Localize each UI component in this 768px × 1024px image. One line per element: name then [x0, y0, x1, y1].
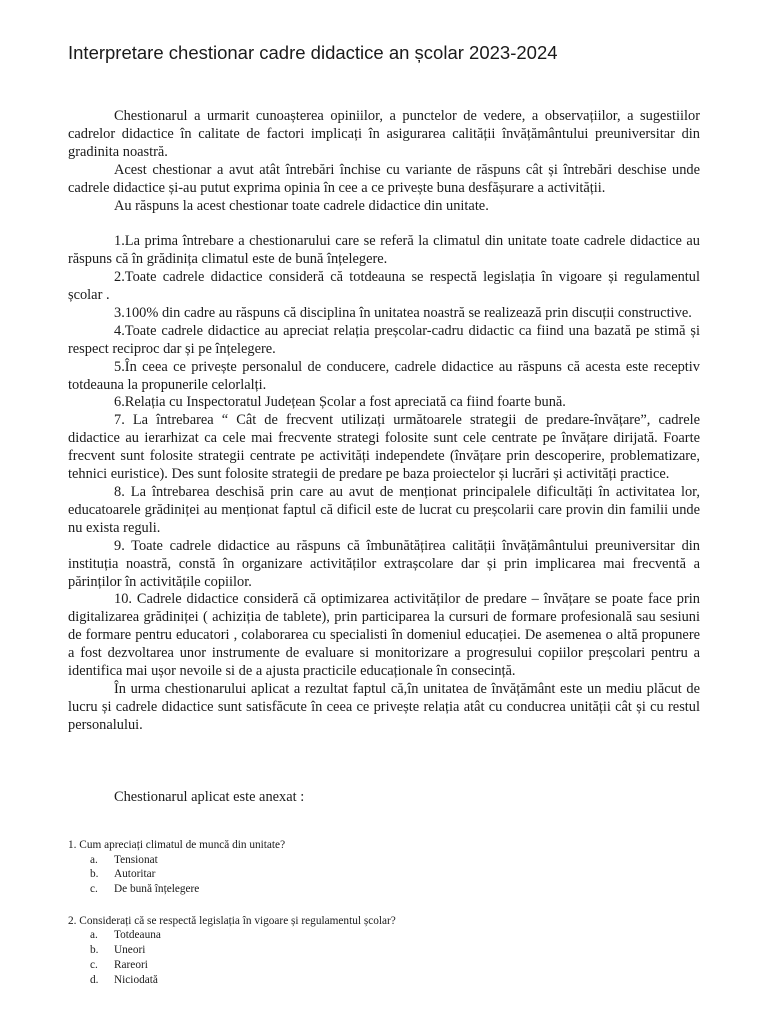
paragraph-respondents: Au răspuns la acest chestionar toate cadrele didactice din unitate.: [114, 197, 489, 214]
option-label: Totdeauna: [114, 929, 161, 942]
option-item: [68, 882, 708, 897]
question-2: [68, 914, 708, 988]
paragraph-finding-5: 5.În ceea ce privește personalul de conducere, cadrele didactice au răspuns că acesta este receptiv totdeauna la propunerile celorlalți.: [68, 358, 700, 393]
option-letter: c.: [90, 883, 98, 896]
option-label: Uneori: [114, 944, 146, 957]
option-label: Tensionat: [114, 853, 158, 866]
option-label: De bună înțelegere: [114, 883, 200, 896]
document-body: [68, 108, 700, 735]
paragraph-conclusion: În urma chestionarului aplicat a rezultat faptul că,în unitatea de învățământ este un mediu plăcut de lucru și cadrele didactice sunt satisfăcute în ceea ce privește relația atât cu conducrea unității cât și cu restul personalului.: [68, 680, 700, 733]
option-letter: d.: [90, 973, 99, 986]
paragraph-finding-6: 6.Relația cu Inspectoratul Județean Școlar a fost apreciată ca fiind foarte bună.: [114, 394, 566, 411]
option-item: [68, 973, 708, 988]
paragraph-finding-2: 2.Toate cadrele didactice consideră că totdeauna se respectă legislația în vigoare și regulamentul școlar .: [68, 269, 700, 304]
paragraph-finding-1: 1.La prima întrebare a chestionarului care se referă la climatul din unitate toate cadrele didactice au răspuns că în grădinița climatul este de bună înțelegere.: [68, 233, 700, 268]
paragraph-finding-9: 9. Toate cadrele didactice au răspuns că îmbunătățirea calității învățământului preuniversitar din instituția noastră, constă în organizare activităților extrașcolare dar și prin implicarea mai frecventă a părinților în activitățile copiilor.: [68, 537, 700, 590]
option-letter: c.: [90, 958, 98, 971]
options-list: [68, 853, 708, 897]
option-letter: b.: [90, 868, 99, 881]
question-text: 1. Cum apreciați climatul de muncă din unitate?: [68, 839, 286, 851]
paragraph-finding-7: 7. La întrebarea “ Cât de frecvent utilizați următoarele strategii de predare-învățare”, cadrele didactice au ierarhizat ca cele mai frecvente strategi folosite sunt cele centrate pe învățare dirijată. Foarte frecvent sunt folosite strategii centrate pe activități independete (învățare prin descoperire, problematizare, tehnici euristice). Des sunt folosite strategii de predare pe baza proiectelor și lucrări și activități practice.: [68, 412, 700, 483]
options-list: [68, 928, 708, 987]
question-text: 2. Considerați că se respectă legislația în vigoare și regulamentul școlar?: [68, 914, 396, 927]
option-item: [68, 958, 708, 973]
document-title: Interpretare chestionar cadre didactice an școlar 2023-2024: [68, 42, 558, 63]
questionnaire: [68, 838, 708, 1005]
option-letter: a.: [90, 853, 98, 866]
option-item: [68, 943, 708, 958]
option-item: [68, 928, 708, 943]
option-label: Autoritar: [114, 868, 156, 881]
option-item: [68, 853, 708, 868]
question-1: [68, 838, 708, 897]
option-letter: b.: [90, 944, 99, 957]
option-label: Rareori: [114, 958, 148, 971]
paragraph-intro: Chestionarul a urmarit cunoașterea opiniilor, a punctelor de vedere, a observațiilor, a sugestiilor cadrelor didactice în calitate de factori implicați în asigurarea calității învățământului preuniversitar din gradinita noastră.: [68, 108, 700, 160]
paragraph-finding-10: 10. Cadrele didactice consideră că optimizarea activităților de predare – învățare se poate face prin digitalizarea grădiniței ( achiziția de tablete), prin participarea la cursuri de formare profesională sau sesiuni de formare pentru educatori , colaborarea cu specialisti în domeniul educației. De asemenea o altă propunere a fost dezvoltarea unor instrumente de evaluare si monitorizare a progresului copiilor preșcolari pentru a identifica mai ușor nevoile si de a ajusta practicile educaționale în consecință.: [68, 591, 700, 680]
paragraph-finding-3: 3.100% din cadre au răspuns că disciplina în unitatea noastră se realizează prin discuții constructive.: [114, 304, 692, 321]
annex-note: Chestionarul aplicat este anexat :: [114, 789, 305, 805]
paragraph-questions-type: Acest chestionar a avut atât întrebări închise cu variante de răspuns cât și întrebări deschise unde cadrele didactice și-au putut exprima opinia în cee a ce privește buna desfășurare a activității.: [68, 161, 700, 196]
option-label: Niciodată: [114, 973, 158, 986]
option-item: [68, 867, 708, 882]
paragraph-finding-8: 8. La întrebarea deschisă prin care au avut de menționat principalele dificultăți în activitatea lor, educatoarele grădiniței au menționat faptul că dificil este de lucrat cu preșcolarii care provin din familii unde nu exista reguli.: [68, 484, 700, 536]
option-letter: a.: [90, 929, 98, 942]
paragraph-finding-4: 4.Toate cadrele didactice au apreciat relația preșcolar-cadru didactic ca fiind una bazată pe stimă și respect reciproc dar și pe înțelegere.: [68, 322, 700, 357]
